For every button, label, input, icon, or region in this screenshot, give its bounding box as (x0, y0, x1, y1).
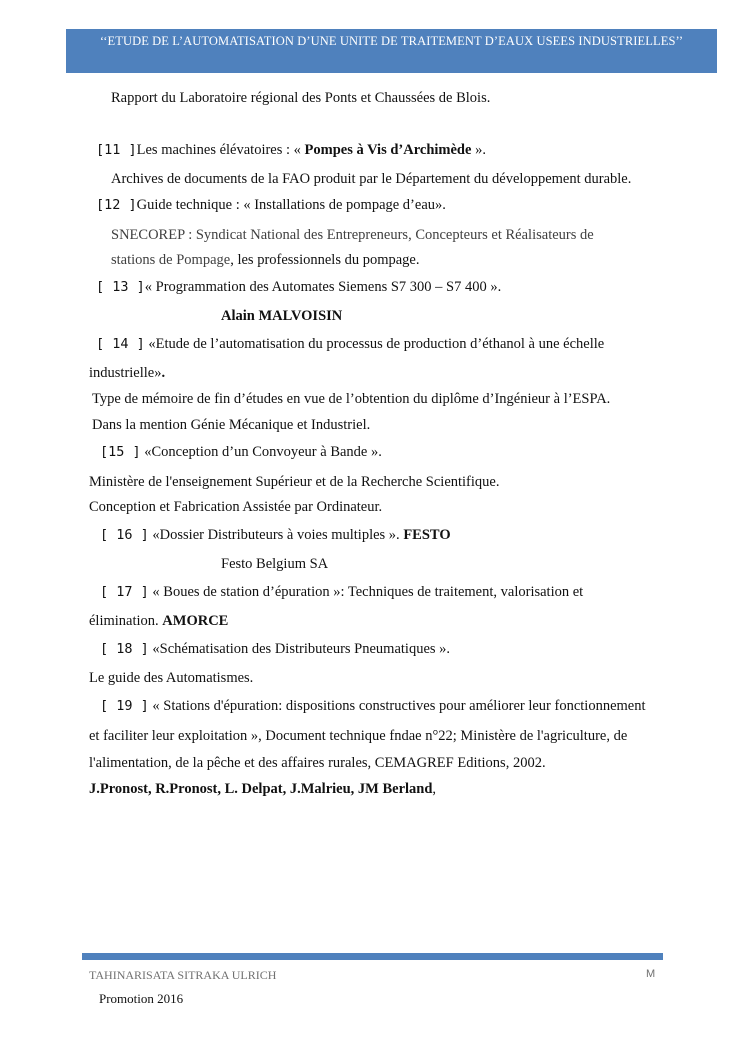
footer-rule (82, 953, 663, 960)
ref-14 (96, 335, 604, 353)
ref-text-end: ». (471, 142, 486, 158)
ref-text: « Stations d'épuration: dispositions constructives pour améliorer leur fonctionnement (148, 698, 646, 714)
ref-19-authors (89, 780, 436, 798)
ref-number: [ 17 ] (100, 584, 149, 600)
ref-text: Guide technique : « Installations de pompage d’eau». (136, 197, 446, 213)
document-title: ‘‘ETUDE DE L’AUTOMATISATION D’UNE UNITE DE TRAITEMENT D’EAUX USEES INDUSTRIELLES’’ (99, 34, 684, 48)
ref-11-source: Archives de documents de la FAO produit par le Département du développement durable. (111, 171, 632, 187)
footer-promotion: Promotion 2016 (99, 991, 184, 1006)
ref-15-course: Conception et Fabrication Assistée par Ordinateur. (89, 499, 383, 515)
ref-text: , les professionnels du pompage. (230, 252, 420, 268)
ref-publisher-bold: AMORCE (162, 613, 229, 629)
ref-number: [ 13 ] (96, 279, 145, 295)
ref-12 (96, 196, 446, 214)
ref-10-continuation: Rapport du Laboratoire régional des Ponts et Chaussées de Blois. (111, 90, 491, 106)
ref-12-org: SNECOREP : Syndicat National des Entrepreneurs, Concepteurs et Réalisateurs de (111, 227, 594, 243)
ref-text: , (432, 781, 437, 797)
ref-18-source: Le guide des Automatismes. (89, 670, 254, 686)
ref-number: [ 19 ] (100, 698, 149, 714)
header-band (66, 29, 717, 73)
ref-19-cont2: l'alimentation, de la pêche et des affaires rurales, CEMAGREF Editions, 2002. (89, 755, 546, 771)
ref-text: «Conception d’un Convoyeur à Bande ». (140, 444, 382, 460)
ref-14-cont (89, 364, 165, 382)
ref-text: élimination. (89, 613, 163, 629)
ref-text: «Dossier Distributeurs à voies multiples ». (148, 527, 404, 543)
ref-number: [15 ] (100, 444, 141, 460)
ref-14-type: Type de mémoire de fin d’études en vue de l’obtention du diplôme d’Ingénieur à l’ESPA. (92, 391, 611, 407)
ref-number: [ 18 ] (100, 641, 149, 657)
ref-publisher-bold: FESTO (403, 527, 451, 543)
ref-title-bold: Pompes à Vis d’Archimède (304, 142, 472, 158)
ref-number: [ 14 ] (96, 336, 145, 352)
footer-author: TAHINARISATA SITRAKA ULRICH (89, 968, 277, 982)
ref-19-cont: et faciliter leur exploitation », Document technique fndae n°22; Ministère de l'agriculture, de (89, 728, 628, 744)
ref-text: « Boues de station d’épuration »: Techniques de traitement, valorisation et (148, 584, 584, 600)
ref-15 (100, 443, 382, 461)
ref-13-author: Alain MALVOISIN (221, 308, 343, 324)
ref-14-mention: Dans la mention Génie Mécanique et Industriel. (92, 417, 371, 433)
ref-text: «Etude de l’automatisation du processus de production d’éthanol à une échelle (144, 336, 605, 352)
ref-text: industrielle» (89, 365, 162, 381)
ref-text: « Programmation des Automates Siemens S7 300 – S7 400 ». (144, 279, 502, 295)
ref-17 (100, 583, 583, 601)
ref-number: [12 ] (96, 197, 137, 213)
ref-text: «Schématisation des Distributeurs Pneumatiques ». (148, 641, 451, 657)
ref-number: [ 16 ] (100, 527, 149, 543)
ref-17-cont (89, 612, 228, 630)
ref-11 (96, 141, 486, 159)
ref-13 (96, 278, 501, 296)
ref-authors-bold: J.Pronost, R.Pronost, L. Delpat, J.Malrieu, JM Berland (89, 781, 433, 797)
ref-number: [11 ] (96, 142, 137, 158)
ref-12-org-cont (111, 251, 420, 269)
ref-18 (100, 640, 450, 658)
ref-16-publisher: Festo Belgium SA (221, 556, 329, 572)
ref-text-bold: . (161, 365, 166, 381)
ref-text: Les machines élévatoires : « (136, 142, 305, 158)
ref-text-gray: stations de Pompage (111, 252, 231, 268)
ref-16 (100, 526, 451, 544)
ref-19 (100, 697, 646, 715)
page-number: M (646, 968, 656, 980)
ref-15-ministry: Ministère de l'enseignement Supérieur et de la Recherche Scientifique. (89, 474, 500, 490)
